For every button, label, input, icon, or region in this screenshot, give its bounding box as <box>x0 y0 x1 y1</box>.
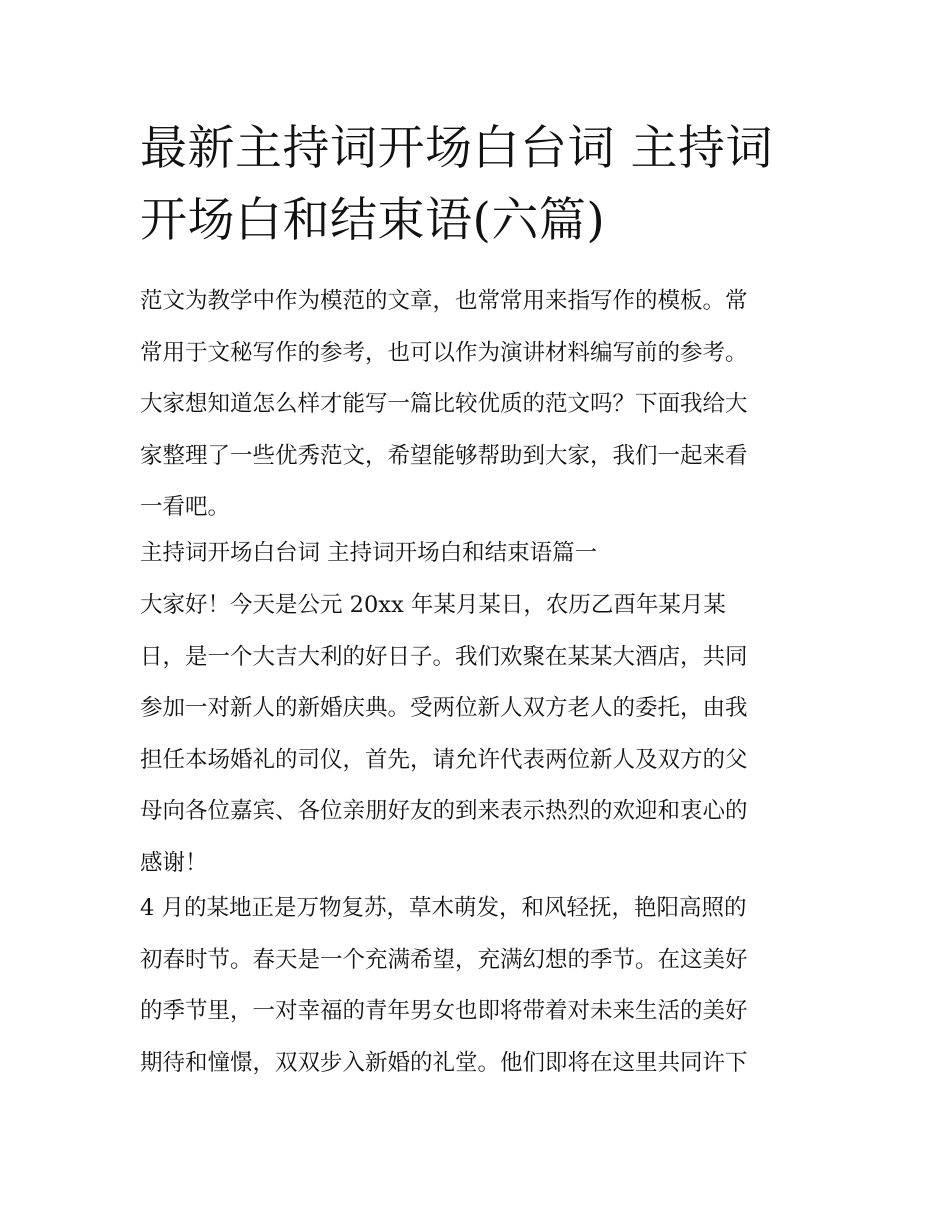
text-line: 范文为教学中作为模范的文章，也常常用来指写作的模板。常 <box>140 288 748 314</box>
text-line: 感谢！ <box>140 849 208 876</box>
spring-paragraph <box>140 883 820 1089</box>
text-line: 4 月的某地正是万物复苏，草木萌发，和风轻抚，艳阳高照的 <box>140 895 747 921</box>
text-line: 一看吧。 <box>140 494 231 520</box>
text-line: 大家想知道怎么样才能写一篇比较优质的范文吗？下面我给大 <box>140 391 748 417</box>
title-line: 最新主持词开场白台词 主持词 <box>140 121 773 176</box>
intro-paragraph <box>140 276 820 534</box>
text-line: 担任本场婚礼的司仪，首先，请允许代表两位新人及双方的父 <box>140 746 748 773</box>
text-line: 期待和憧憬，双双步入新婚的礼堂。他们即将在这里共同许下 <box>140 1049 748 1076</box>
text-line: 的季节里，一对幸福的青年男女也即将带着对未来生活的美好 <box>140 998 748 1024</box>
text-line: 母向各位嘉宾、各位亲朋好友的到来表示热烈的欢迎和衷心的 <box>140 798 748 824</box>
greeting-paragraph <box>140 580 820 889</box>
text-line: 家整理了一些优秀范文，希望能够帮助到大家，我们一起来看 <box>140 442 748 469</box>
document-title <box>140 113 820 257</box>
section-heading-text: 主持词开场白台词 主持词开场白和结束语篇一 <box>140 540 598 566</box>
text-line: 参加一对新人的新婚庆典。受两位新人双方老人的委托，由我 <box>140 695 748 721</box>
text-line: 大家好！今天是公元 20xx 年某月某日，农历乙酉年某月某 <box>140 592 726 618</box>
text-line: 常用于文秘写作的参考，也可以作为演讲材料编写前的参考。 <box>140 339 748 366</box>
text-line: 初春时节。春天是一个充满希望，充满幻想的季节。在这美好 <box>140 946 748 973</box>
section-heading <box>140 528 820 580</box>
title-line: 开场白和结束语(六篇) <box>140 193 606 248</box>
text-line: 日，是一个大吉大利的好日子。我们欢聚在某某大酒店，共同 <box>140 643 748 670</box>
